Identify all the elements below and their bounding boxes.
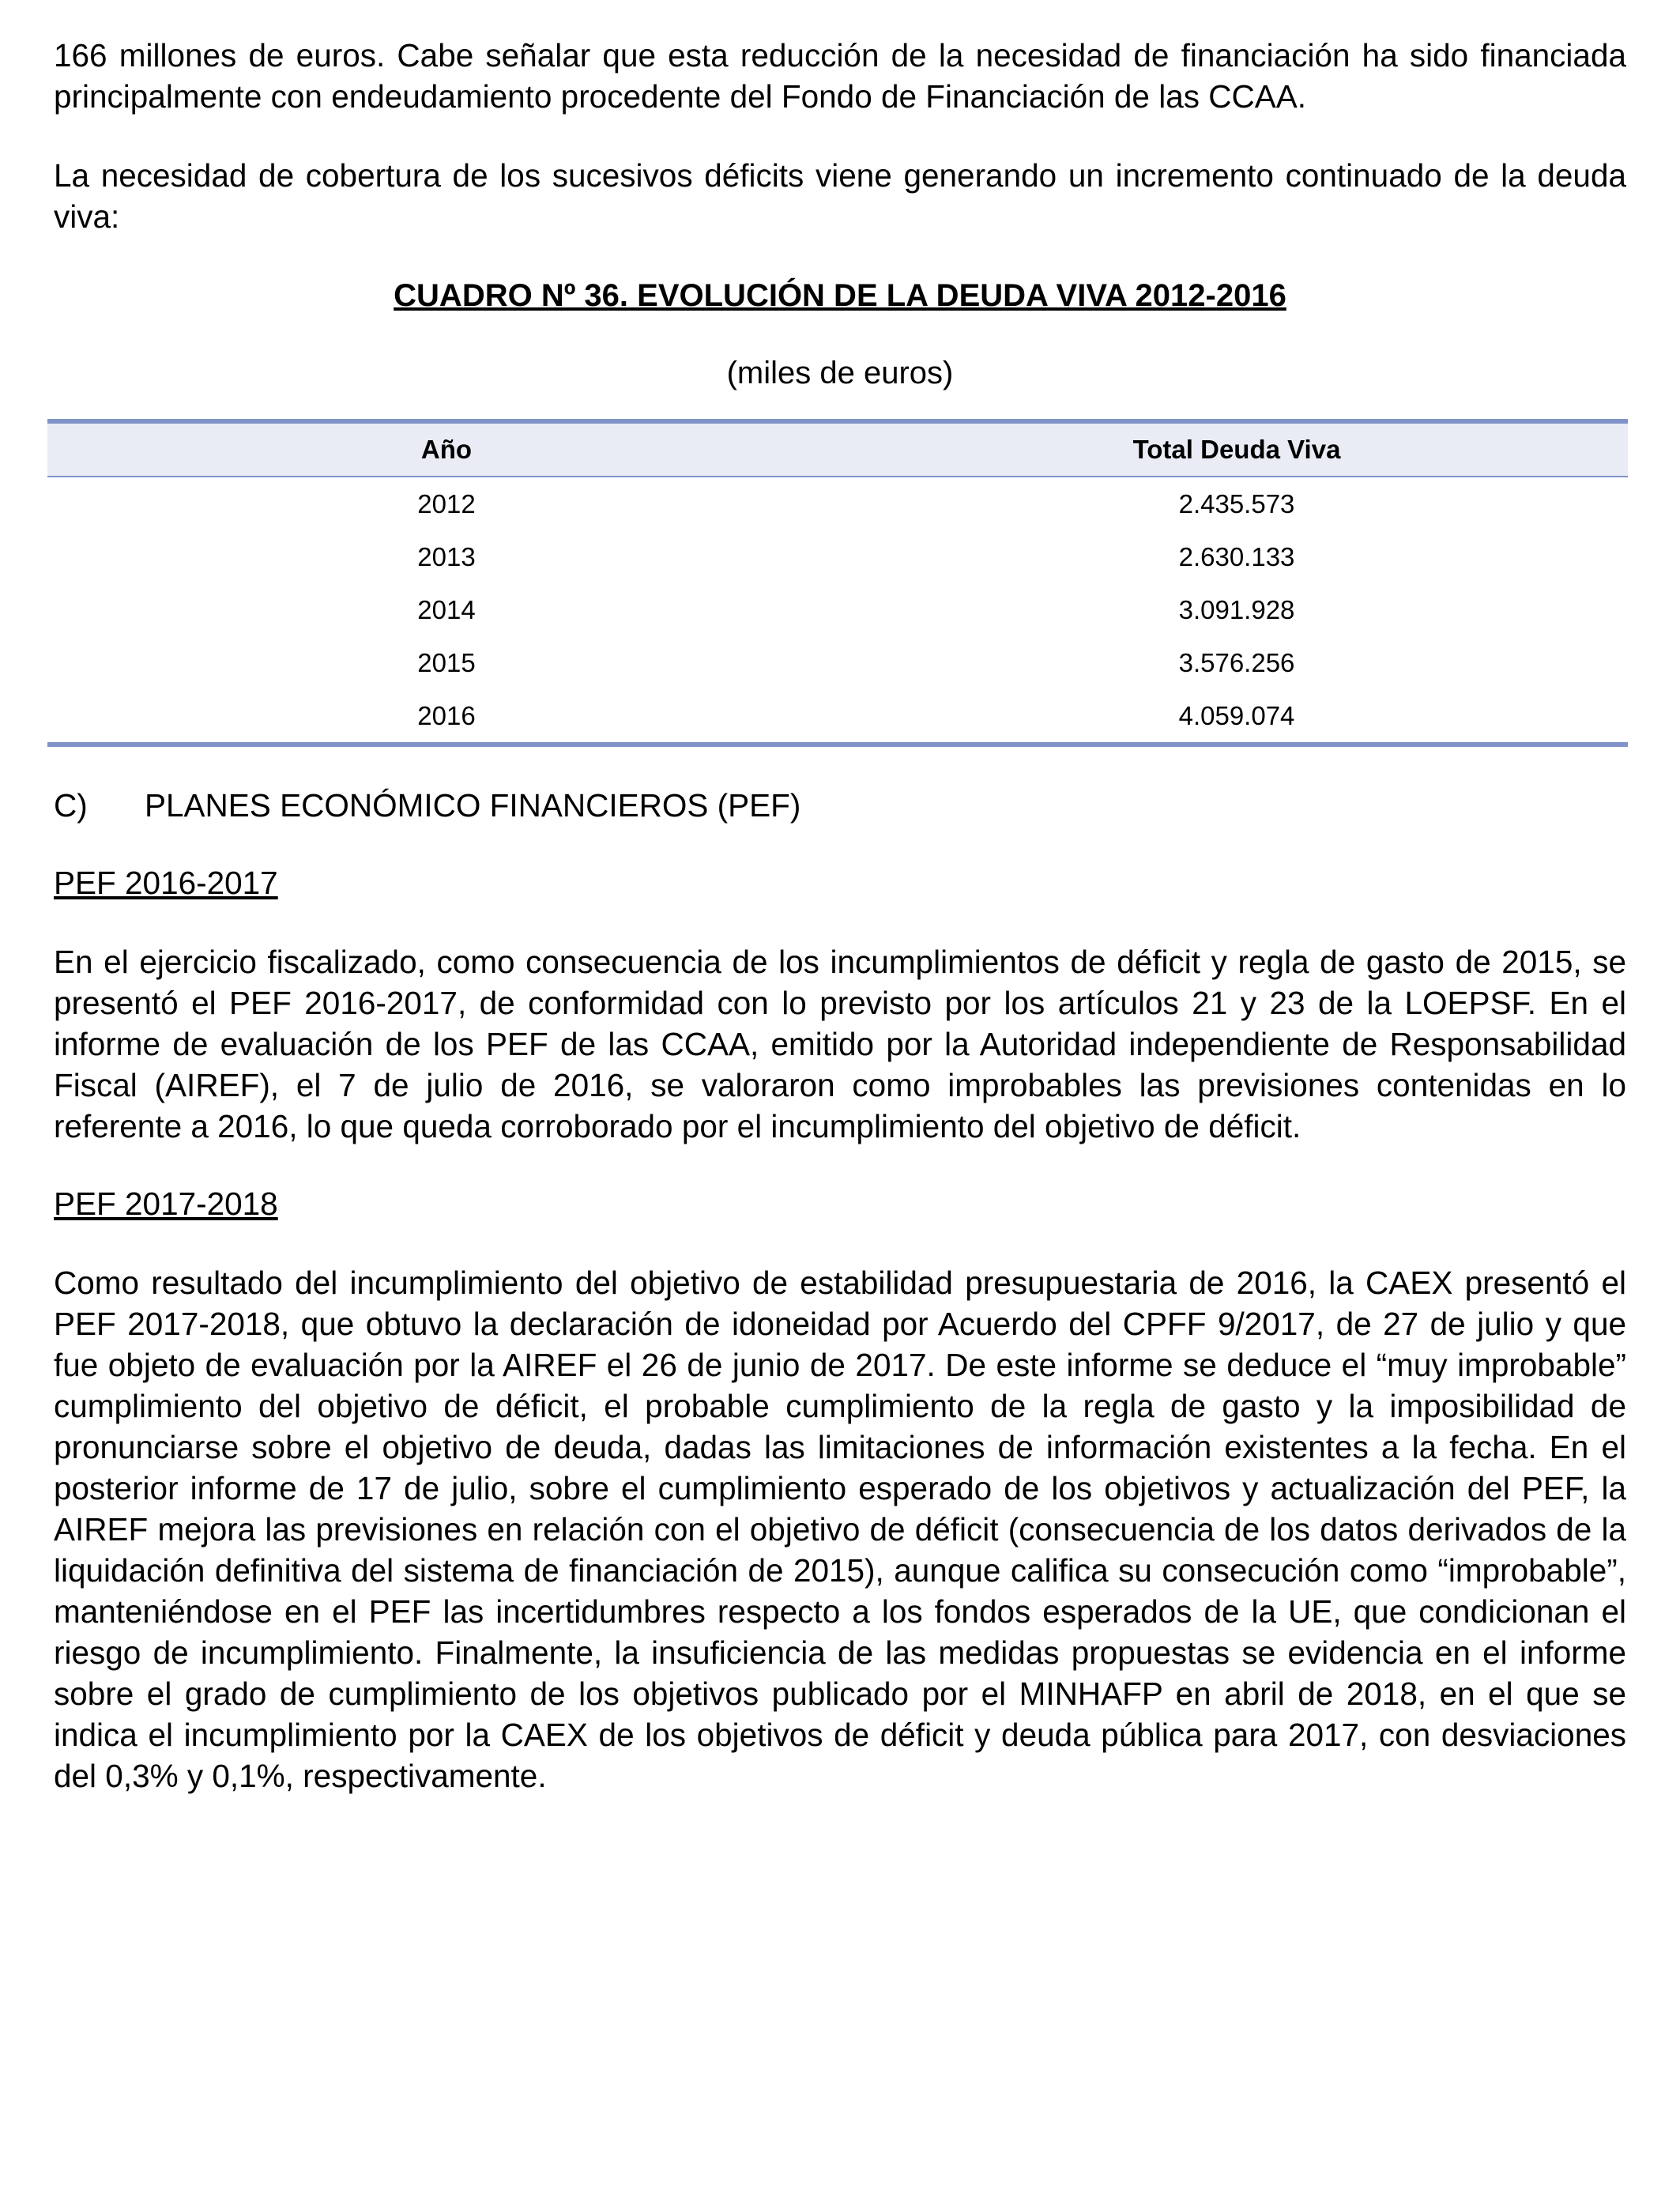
debt-table xyxy=(47,419,1628,747)
pef-2017-paragraph: Como resultado del incumplimiento del objetivo de estabilidad presupuestaria de 2016, la CAEX presentó el PEF 2017-2018, que obtuvo la declaración de idoneidad por Acuerdo del CPFF 9/2017, de 27 de julio y que fue objeto de evaluación por la AIREF el 26 de junio de 2017. De este informe se deduce el “muy improbable” cumplimiento del objetivo de déficit, el probable cumplimiento de la regla de gasto y la imposibilidad de pronunciarse sobre el objetivo de deuda, dadas las limitaciones de información existentes a la fecha. En el posterior informe de 17 de julio, sobre el cumplimiento esperado de los objetivos y actualización del PEF, la AIREF mejora las previsiones en relación con el objetivo de déficit (consecuencia de los datos derivados de la liquidación definitiva del sistema de financiación de 2015), aunque califica su consecución como “improbable”, manteniéndose en el PEF las incertidumbres respecto a los fondos esperados de la UE, que condicionan el riesgo de incumplimiento. Finalmente, la insuficiencia de las medidas propuestas se evidencia en el informe sobre el grado de cumplimiento de los objetivos publicado por el MINHAFP en abril de 2018, en el que se indica el incumplimiento por la CAEX de los objetivos de déficit y deuda pública para 2017, con desviaciones del 0,3% y 0,1%, respectivamente. xyxy=(54,1265,1626,1794)
cell-year: 2016 xyxy=(417,700,476,730)
pef-2017-heading: PEF 2017-2018 xyxy=(54,1186,278,1222)
pef-2016-heading: PEF 2016-2017 xyxy=(54,865,278,901)
coverage-paragraph: La necesidad de cobertura de los sucesivos déficits viene generando un incremento continuado de la deuda viva: xyxy=(54,157,1626,235)
table-title: CUADRO Nº 36. EVOLUCIÓN DE LA DEUDA VIVA 2012-2016 xyxy=(394,278,1286,313)
cell-total: 3.576.256 xyxy=(1178,647,1295,677)
cell-year: 2013 xyxy=(417,541,476,571)
section-heading xyxy=(54,785,1626,826)
table-row xyxy=(47,530,1628,583)
cell-total: 2.435.573 xyxy=(1178,488,1295,518)
header-total: Total Deuda Viva xyxy=(1132,435,1341,464)
table-row xyxy=(47,583,1628,636)
header-year: Año xyxy=(420,435,473,464)
table-bottom-border xyxy=(47,742,1628,747)
table-row xyxy=(47,689,1628,742)
intro-paragraph: 166 millones de euros. Cabe señalar que esta reducción de la necesidad de financiación ha sido financiada principalmente con endeudamiento procedente del Fondo de Financiación de las CCAA. xyxy=(54,37,1626,115)
cell-year: 2012 xyxy=(417,488,476,518)
table-header-row xyxy=(47,424,1628,477)
cell-total: 3.091.928 xyxy=(1178,594,1295,624)
section-title: PLANES ECONÓMICO FINANCIEROS (PEF) xyxy=(145,787,801,824)
pef-2016-paragraph: En el ejercicio fiscalizado, como consecuencia de los incumplimientos de déficit y regla de gasto de 2015, se presentó el PEF 2016-2017, de conformidad con lo previsto por los artículos 21 y 23 de la LOEPSF. En el informe de evaluación de los PEF de las CCAA, emitido por la Autoridad independiente de Responsabilidad Fiscal (AIREF), el 7 de julio de 2016, se valoraron como improbables las previsiones contenidas en lo referente a 2016, lo que queda corroborado por el incumplimiento del objetivo de déficit. xyxy=(54,944,1626,1144)
table-units: (miles de euros) xyxy=(726,356,954,390)
cell-year: 2015 xyxy=(417,647,476,677)
cell-total: 4.059.074 xyxy=(1178,700,1295,730)
section-letter: C) xyxy=(54,787,88,824)
table-row xyxy=(47,636,1628,689)
cell-year: 2014 xyxy=(417,594,476,624)
cell-total: 2.630.133 xyxy=(1178,541,1295,571)
table-row xyxy=(47,477,1628,530)
document-page xyxy=(54,35,1626,1796)
